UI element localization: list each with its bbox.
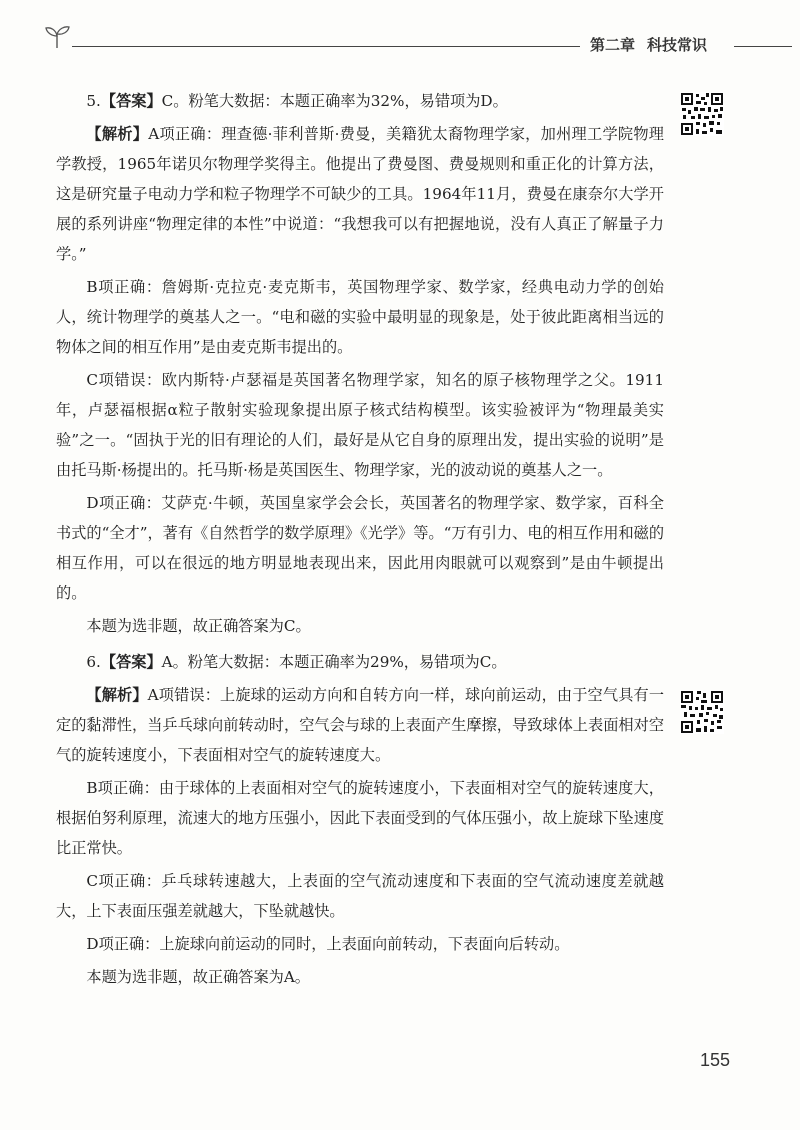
q5-answer-line <box>56 86 664 116</box>
header-rule-right <box>734 46 792 47</box>
q6-conclusion: 本题为选非题，故正确答案为A。 <box>86 968 310 986</box>
q6-answer-line <box>56 647 664 677</box>
q5-conclusion: 本题为选非题，故正确答案为C。 <box>86 617 311 635</box>
q6-analysis-tag: 【解析】 <box>86 686 148 704</box>
answer-analysis-body <box>56 86 664 995</box>
q6-answer-tag: 【答案】 <box>100 653 162 671</box>
q5-option-a-text: A项正确：理查德·菲利普斯·费曼，美籍犹太裔物理学家，加州理工学院物理学教授，1965年诺贝尔物理学奖得主。他提出了费曼图、费曼规则和重正化的计算方法，这是研究量子电动力学和粒子物理学不可缺少的工具。1964年11月，费曼在康奈尔大学开展的系列讲座“物理定律的本性”中说道：“我想我可以有把握地说，没有人真正了解量子力学。” <box>56 125 664 263</box>
qr-code-icon[interactable] <box>680 92 724 136</box>
q5-analysis-a <box>56 119 664 269</box>
section-label: 科技常识 <box>647 36 708 54</box>
page-number: 155 <box>700 1050 731 1070</box>
q5-answer-tag: 【答案】 <box>100 92 162 110</box>
q6-option-d: D项正确：上旋球向前运动的同时，上表面向前转动，下表面向后转动。 <box>86 935 570 953</box>
q5-option-b: B项正确：詹姆斯·克拉克·麦克斯韦，英国物理学家、数学家，经典电动力学的创始人，统计物理学的奠基人之一。“电和磁的实验中最明显的现象是，处于彼此距离相当远的物体之间的相互作用”是由麦克斯韦提出的。 <box>56 278 664 356</box>
page-header <box>0 0 800 60</box>
chapter-title <box>590 34 730 55</box>
leaf-sprout-icon <box>44 24 70 50</box>
q6-option-b: B项正确：由于球体的上表面相对空气的旋转速度小，下表面相对空气的旋转速度大，根据伯努利原理，流速大的地方压强小，因此下表面受到的气体压强小，故上旋球下坠速度比正常快。 <box>56 779 664 857</box>
q6-option-a-text: A项错误：上旋球的运动方向和自转方向一样，球向前运动，由于空气具有一定的黏滞性，当乒乓球向前转动时，空气会与球的上表面产生摩擦，导致球体上表面相对空气的旋转速度小，下表面相对空气的旋转速度大。 <box>56 686 665 764</box>
q5-answer-text: C。粉笔大数据：本题正确率为32%，易错项为D。 <box>161 92 508 110</box>
q6-answer-text: A。粉笔大数据：本题正确率为29%，易错项为C。 <box>161 653 507 671</box>
q5-option-d: D项正确：艾萨克·牛顿，英国皇家学会会长，英国著名的物理学家、数学家，百科全书式的“全才”，著有《自然哲学的数学原理》《光学》等。“万有引力、电的相互作用和磁的相互作用，可以在很远的地方明显地表现出来，因此用肉眼就可以观察到”是由牛顿提出的。 <box>56 494 665 602</box>
q6-number: 6. <box>86 653 101 671</box>
header-rule-left <box>72 46 580 47</box>
qr-code-icon[interactable] <box>680 690 724 734</box>
q6-option-c: C项正确：乒乓球转速越大，上表面的空气流动速度和下表面的空气流动速度差就越大，上下表面压强差就越大，下坠就越快。 <box>56 872 664 920</box>
q6-analysis-a <box>56 680 664 770</box>
chapter-label: 第二章 <box>590 36 636 54</box>
q5-number: 5. <box>86 92 101 110</box>
q5-option-c: C项错误：欧内斯特·卢瑟福是英国著名物理学家，知名的原子核物理学之父。1911年，卢瑟福根据α粒子散射实验现象提出原子核式结构模型。该实验被评为“物理最美实验”之一。“固执于光的旧有理论的人们，最好是从它自身的原理出发，提出实验的说明”是由托马斯·杨提出的。托马斯·杨是英国医生、物理学家，光的波动说的奠基人之一。 <box>56 371 664 479</box>
q5-analysis-tag: 【解析】 <box>86 125 149 143</box>
